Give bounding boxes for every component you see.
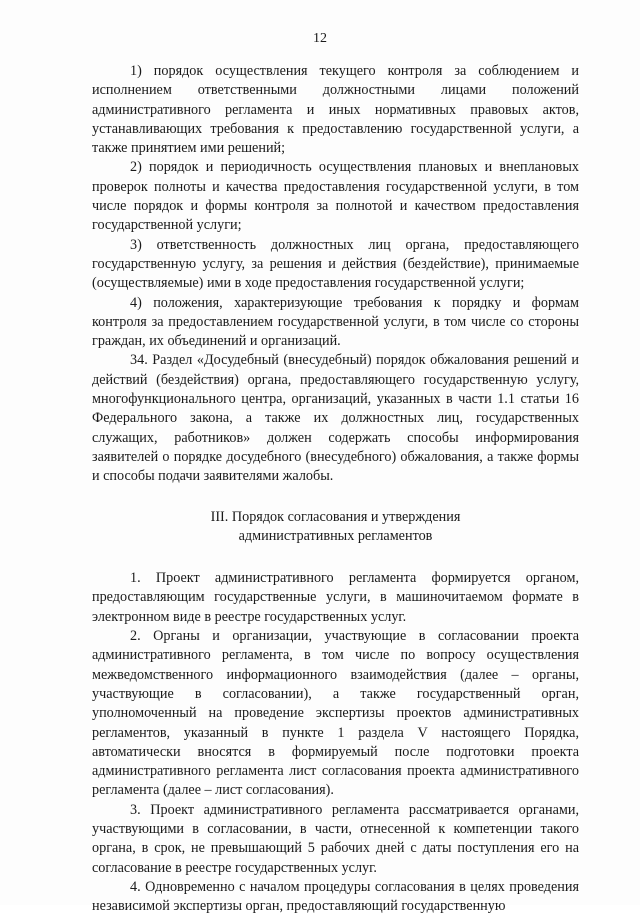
paragraph: 4) положения, характеризующие требования к порядку и формам контроля за предоставлением государственной услуги, в том числе со стороны граждан, их объединений и организаций.: [92, 294, 579, 350]
paragraph: 2. Органы и организации, участвующие в согласовании проекта административного регламента, в том числе по вопросу осуществления межведомственного информационного взаимодействия (далее – органы, участвующие в согласовании), а также государственный орган, уполномоченный на проведение экспертизы проектов административных регламентов, указанный в пункте 1 раздела V настоящего Порядка, автоматически вносятся в формируемый после подготовки проекта административного регламента лист согласования проекта административного регламента (далее – лист согласования).: [92, 628, 579, 799]
document-body: [92, 62, 579, 916]
page-number: 12: [313, 31, 327, 46]
paragraph: 1. Проект административного регламента формируется органом, предоставляющим государственные услуги, в машиночитаемом формате в электронном виде в реестре государственных услуг.: [92, 570, 579, 625]
section-heading-line: административных регламентов: [238, 527, 433, 544]
paragraph: 4. Одновременно с началом процедуры согласования в целях проведения независимой экспертизы орган, предоставляющий государственную: [92, 878, 579, 915]
paragraph: 3. Проект административного регламента рассматривается органами, участвующими в согласовании, в части, отнесенной к компетенции такого органа, в срок, не превышающий 5 рабочих дней с даты поступления его на согласование в реестре государственных услуг.: [92, 801, 579, 876]
paragraph: 34. Раздел «Досудебный (внесудебный) порядок обжалования решений и действий (бездействия) органа, предоставляющего государственную услугу, многофункционального центра, организаций, указанных в части 1.1 статьи 16 Федерального закона, а также их должностных лиц, государственных служащих, работников» должен содержать способы информирования заявителей о порядке досудебного (внесудебного) обжалования, а также формы и способы подачи заявителями жалобы.: [92, 352, 579, 485]
paragraph: 3) ответственность должностных лиц органа, предоставляющего государственную услугу, за решения и действия (бездействие), принимаемые (осуществляемые) ими в ходе предоставления государственной услуги;: [92, 236, 579, 292]
section-heading: [92, 508, 579, 547]
paragraph: 1) порядок осуществления текущего контроля за соблюдением и исполнением ответственными должностными лицами положений административного регламента и иных нормативных правовых актов, устанавливающих требования к предоставлению государственной услуги, а также принятием ими решений;: [92, 63, 579, 157]
section-heading-line: III. Порядок согласования и утверждения: [210, 508, 461, 525]
paragraph: 2) порядок и периодичность осуществления плановых и внеплановых проверок полноты и качества предоставления государственной услуги, в том числе порядок и формы контроля за полнотой и качеством предоставления государственной услуги;: [92, 159, 579, 234]
